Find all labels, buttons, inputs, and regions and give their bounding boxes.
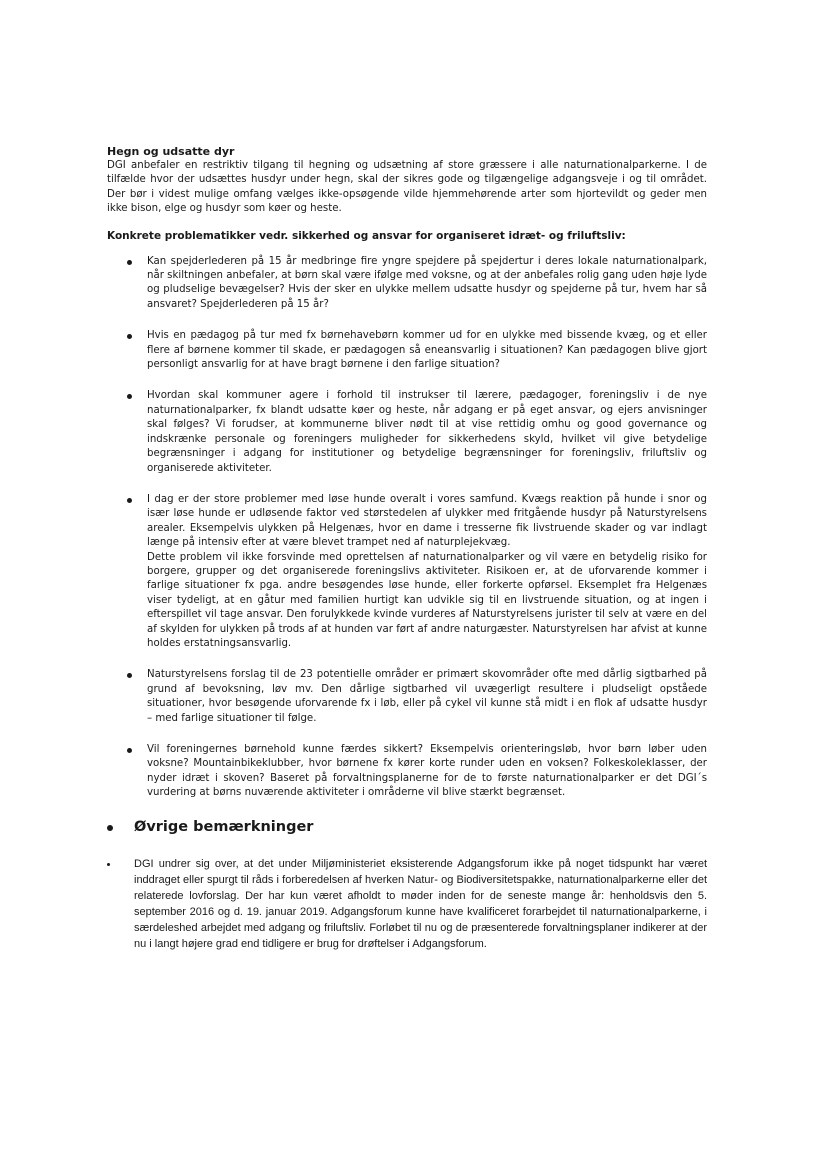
section-body-fences: DGI anbefaler en restriktiv tilgang til hegning og udsætning af store græssere i alle naturnationalparkerne. I de tilfælde hvor der udsættes husdyr under hegn, skal der sikres gode og tilgængelige adgangsveje i og til området. Der bør i videst mulige omfang vælges ikke-opsøgende vilde hjemmehørende arter som hjortevildt og geder men ikke bison, elge og husdyr som køer og heste.: [107, 160, 707, 215]
bullet-icon: [127, 260, 132, 265]
list-item: [107, 493, 707, 651]
list-item: [107, 329, 707, 372]
remark-paragraph: [107, 856, 707, 952]
list-item: [107, 389, 707, 475]
list-item-text: Hvordan skal kommuner agere i forhold til instrukser til lærere, pædagoger, foreningsliv i de nye naturnationalparker, fx blandt udsatte køer og heste, når adgang er på eget ansvar, og ejers anvisninger skal følges? Vi forudser, at kommunerne bliver nødt til at vise rettidig omhu og good governance og indskrænke personale og foreningers muligheder for sikkerhedens skyld, hvilket vil give betydelige begrænsninger i adgang for institutioner og betydelige begrænsninger for foreningsliv, friluftsliv og organiserede aktiviteter.: [147, 390, 707, 474]
list-item-text: Kan spejderlederen på 15 år medbringe fire yngre spejdere på spejdertur i deres lokale naturnationalpark, når skiltningen anbefaler, at børn skal være ifølge med voksne, og at der anbefales rolig gang uden høje lyde og pludselige bevægelser? Hvis der sker en ulykke mellem udsatte husdyr og spejderne på tur, hvem har så ansvaret? Spejderlederen på 15 år?: [147, 255, 707, 310]
section-title-other-remarks: [107, 818, 707, 836]
bullet-icon: [127, 673, 132, 678]
bullet-icon: [107, 825, 113, 831]
list-item: [107, 255, 707, 313]
safety-issue-list: [107, 255, 707, 801]
section-title-text: Øvrige bemærkninger: [134, 818, 314, 835]
bullet-icon: [127, 394, 132, 399]
list-item-text: Vil foreningernes børnehold kunne færdes sikkert? Eksempelvis orienteringsløb, hvor børn løber uden voksne? Mountainbikeklubber, hvor børnene fx kører korte runder uden en voksen? Folkeskoleklasser, der nyder idræt i skoven? Baseret på forvaltningsplanerne for de to første naturnationalparker er det DGI´s vurdering at børns nuværende aktiviteter i områderne vil blive stærkt begrænset.: [147, 744, 707, 799]
list-item-text: I dag er der store problemer med løse hunde overalt i vores samfund. Kvægs reaktion på hunde i snor og især løse hunde er udløsende faktor ved størstedelen af ulykker med fritgående husdyr på Naturstyrelsens arealer. Eksempelvis ulykken på Helgenæs, hvor en dame i tresserne fik livstruende skader og var indlagt længe på intensiv efter at være blevet trampet ned af naturplejekvæg.: [147, 493, 707, 549]
list-item-text: Hvis en pædagog på tur med fx børnehavebørn kommer ud for en ulykke med bissende kvæg, og et eller flere af børnene kommer til skade, er pædagogen så eneansvarlig i situationen? Kan pædagogen blive gjort personligt ansvarlig for at have bragt børnene i den farlige situation?: [147, 330, 707, 371]
bullet-icon: [107, 863, 110, 866]
remark-text: DGI undrer sig over, at det under Miljøministeriet eksisterende Adgangsforum ikke på noget tidspunkt har været inddraget eller spurgt til råds i forberedelsen af hverken Natur- og Biodiversitetspakke, naturnationalparkerne eller det relaterede lovforslag. Der har kun været afholdt to møder inden for de seneste mange år: henholdsvis den 5. september 2016 og d. 19. januar 2019. Adgangsforum kunne have kvalificeret forarbejdet til naturnationalparkerne, i særdeleshed arbejdet med adgang og friluftsliv. Forløbet til nu og de præsenterede forvaltningsplaner indikerer at der nu i langt højere grad end tidligere er brug for drøftelser i Adgangsforum.: [134, 857, 707, 950]
section-title-fences: Hegn og udsatte dyr: [107, 145, 235, 158]
list-item: [107, 668, 707, 726]
bullet-icon: [127, 498, 132, 503]
section-title-safety: Konkrete problematikker vedr. sikkerhed og ansvar for organiseret idræt- og friluftsliv:: [107, 229, 626, 242]
list-item-text: Naturstyrelsens forslag til de 23 potentielle områder er primært skovområder ofte med dårlig sigtbarhed på grund af bevoksning, løv mv. Den dårlige sigtbarhed vil uvægerligt resultere i pludseligt opståede situationer, hvor besøgende uforvarende fx i løb, eller på cykel vil kunne stå midt i en flok af udsatte husdyr – med farlige situationer til følge.: [147, 669, 707, 724]
document-page: [107, 145, 707, 952]
list-item-text: Dette problem vil ikke forsvinde med oprettelsen af naturnationalparker og vil være en betydelig risiko for borgere, grupper og det organiserede foreningslivs aktiviteter. Risikoen er, at de uforvarende kommer i farlige situationer fx pga. andre besøgendes løse hunde, eller forkerte opførsel. Eksemplet fra Helgenæs viser tydeligt, at en gåtur med familien hurtigt kan udvikle sig til en livstruende situation, og at ingen i efterspillet vil tage ansvar. Den forulykkede kvinde vurderes af Naturstyrelsens jurister til selv at være en del af skylden for ulykken på trods af at hunden var ført af andre naturgæster. Naturstyrelsen har afvist at kunne holdes erstatningsansvarlig.: [147, 551, 707, 649]
list-item: [107, 743, 707, 801]
bullet-icon: [127, 334, 132, 339]
bullet-icon: [127, 748, 132, 753]
